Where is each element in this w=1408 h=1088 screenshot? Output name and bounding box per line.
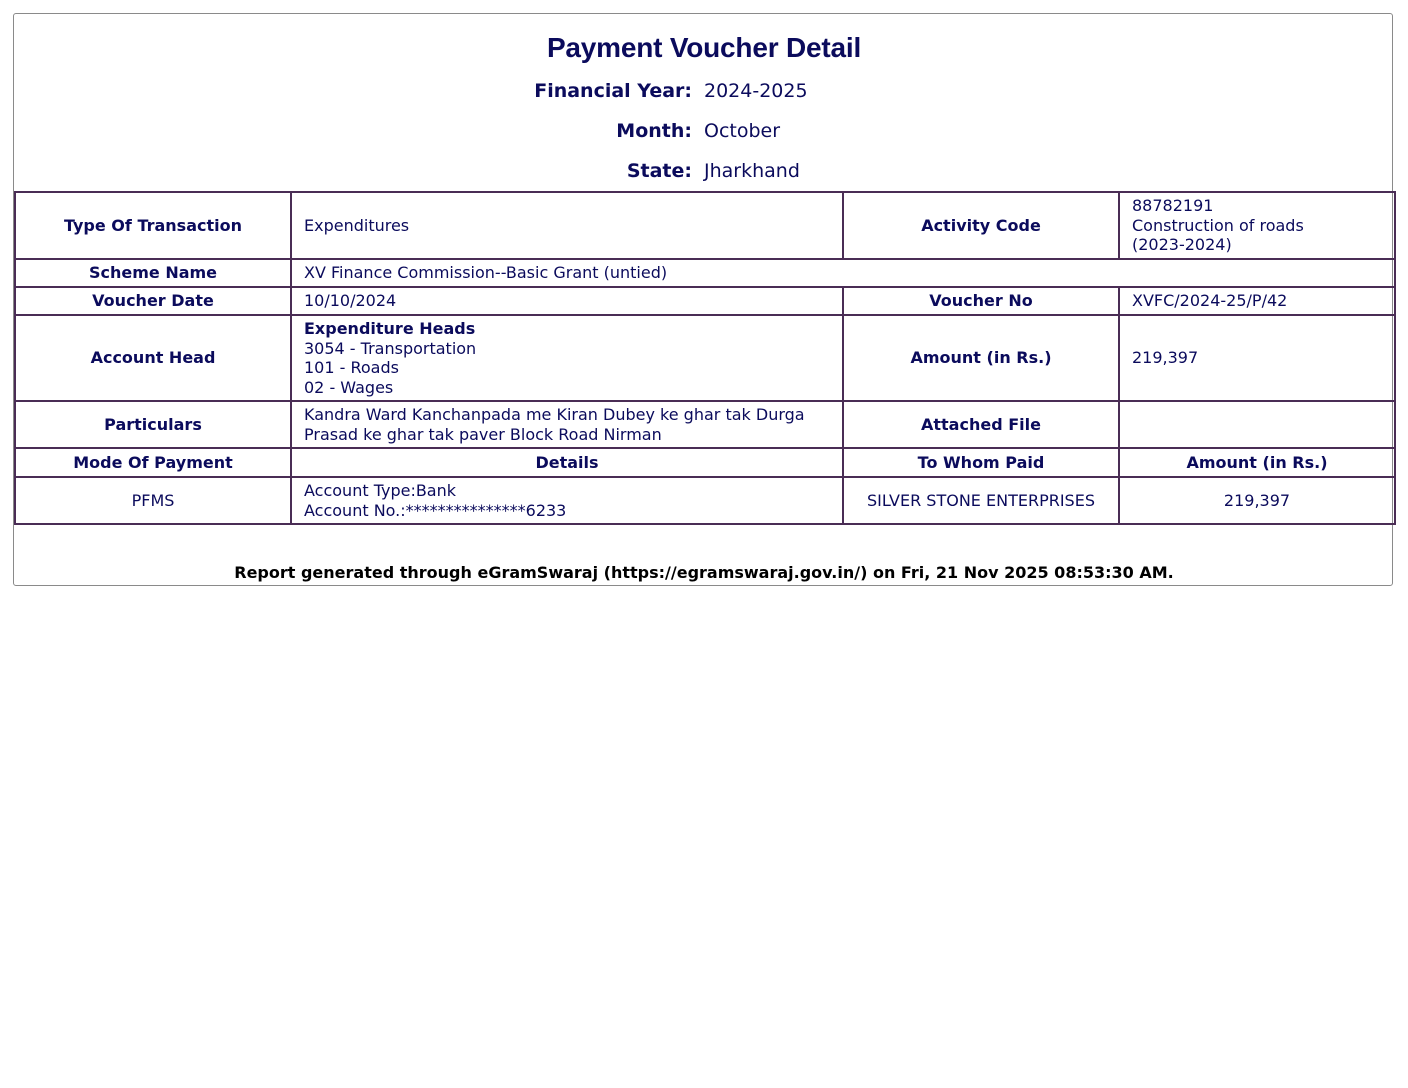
payment-amount-header: Amount (in Rs.) [1119,448,1395,477]
activity-code-label: Activity Code [843,192,1119,259]
voucher-no-value: XVFC/2024-25/P/42 [1119,287,1395,315]
payee-name: SILVER STONE ENTERPRISES [843,477,1119,524]
month-row [0,120,1408,146]
financial-year-row [0,80,1408,106]
activity-code-value [1119,192,1395,259]
account-number: Account No.:***************6233 [304,500,567,520]
month-value: October [704,120,781,142]
expenditure-heads-title: Expenditure Heads [304,319,476,338]
state-row [0,160,1408,186]
voucher-table [14,191,1396,525]
payment-details [291,477,843,524]
payment-row [15,477,1395,524]
type-of-transaction-value: Expenditures [291,192,843,259]
state-value: Jharkhand [704,160,800,182]
to-whom-paid-header: To Whom Paid [843,448,1119,477]
account-head-minor: 101 - Roads [304,358,399,377]
attached-file-label: Attached File [843,401,1119,448]
table-row [15,259,1395,287]
scheme-name-label: Scheme Name [15,259,291,287]
account-head-label: Account Head [15,315,291,401]
account-type: Account Type:Bank [304,481,457,500]
payment-mode: PFMS [15,477,291,524]
page-title: Payment Voucher Detail [546,32,862,63]
scheme-name-value: XV Finance Commission--Basic Grant (untied) [291,259,1395,287]
account-head-value [291,315,843,401]
payment-amount: 219,397 [1119,477,1395,524]
report-footer: Report generated through eGramSwaraj (https://egramswaraj.gov.in/) on Fri, 21 Nov 2025 08:53:30 AM. [234,563,1174,582]
voucher-no-label: Voucher No [843,287,1119,315]
activity-code-name: Construction of roads [1132,215,1304,235]
mode-of-payment-header: Mode Of Payment [15,448,291,477]
table-row [15,192,1395,259]
table-row [15,287,1395,315]
type-of-transaction-label: Type Of Transaction [15,192,291,259]
voucher-date-value: 10/10/2024 [291,287,843,315]
state-label: State: [626,160,692,182]
account-head-major: 3054 - Transportation [304,338,477,358]
amount-label: Amount (in Rs.) [843,315,1119,401]
financial-year-label: Financial Year: [534,80,692,102]
particulars-line-2: Prasad ke ghar tak paver Block Road Nirman [304,424,662,444]
month-label: Month: [616,120,692,142]
financial-year-value: 2024-2025 [704,80,808,102]
activity-code-period: (2023-2024) [1132,235,1232,255]
account-head-object: 02 - Wages [304,377,394,397]
activity-code-number: 88782191 [1132,196,1214,216]
table-row [15,315,1395,401]
table-row [15,401,1395,448]
voucher-date-label: Voucher Date [15,287,291,315]
particulars-value [291,401,843,448]
details-header: Details [291,448,843,477]
particulars-label: Particulars [15,401,291,448]
amount-value: 219,397 [1119,315,1395,401]
particulars-line-1: Kandra Ward Kanchanpada me Kiran Dubey ke ghar tak Durga [304,405,805,424]
payment-header-row [15,448,1395,477]
attached-file-value [1119,401,1395,448]
